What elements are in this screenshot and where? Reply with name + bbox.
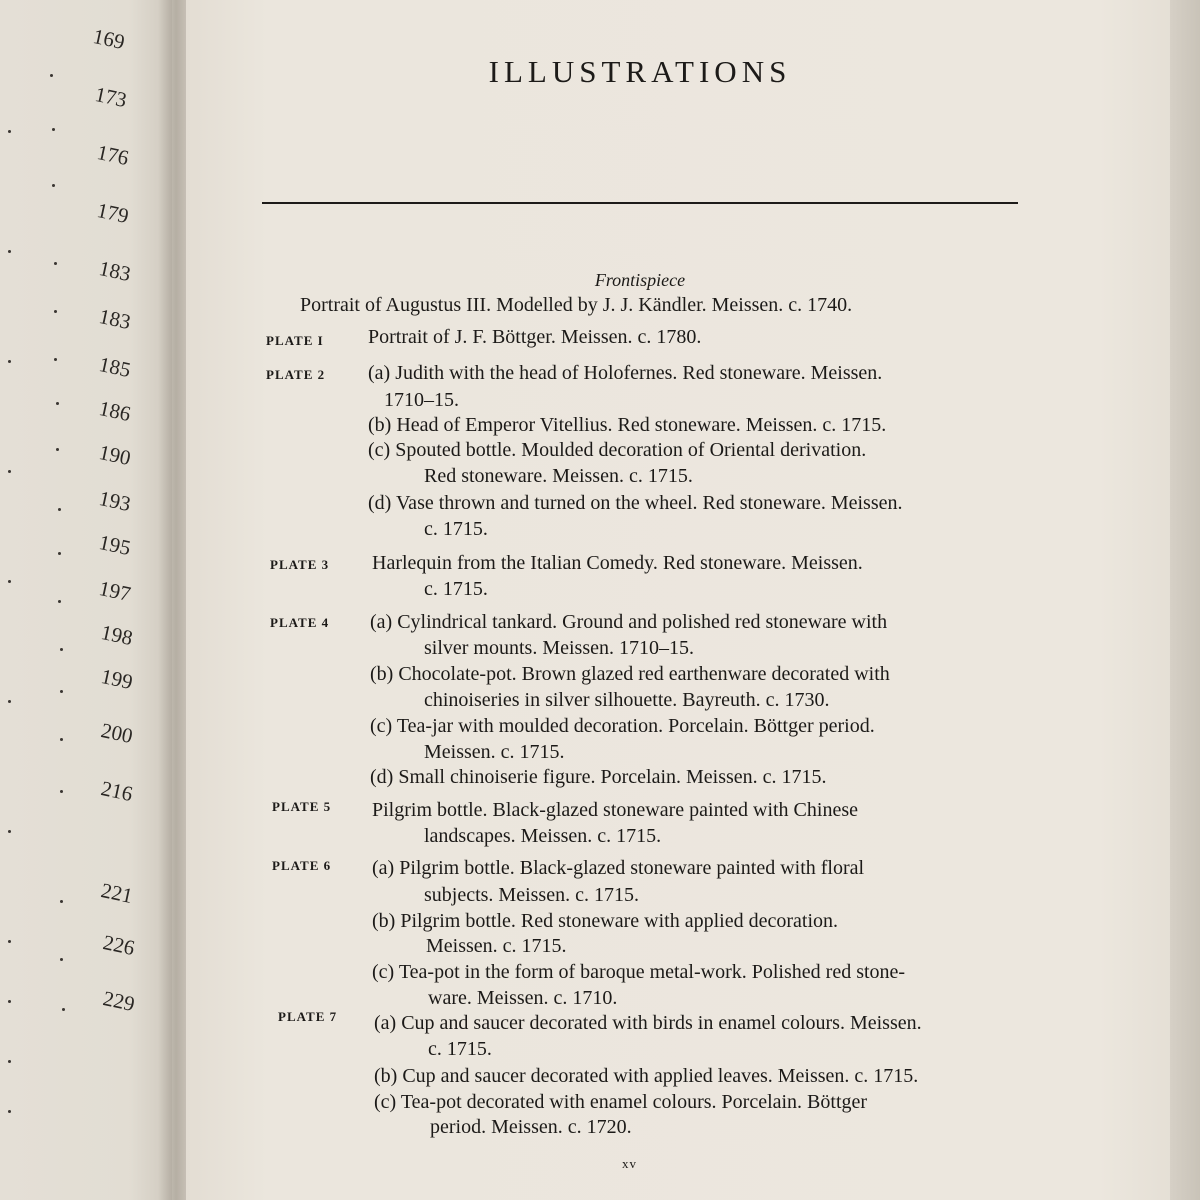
plate-caption-line: 1710–15.: [384, 389, 459, 411]
left-page-number: 179: [95, 198, 131, 229]
left-page-number: 186: [97, 396, 133, 427]
plate-caption-line: (d) Small chinoiserie figure. Porcelain. Meissen. c. 1715.: [370, 766, 827, 788]
left-page-number: 198: [99, 620, 135, 651]
plate-caption-line: silver mounts. Meissen. 1710–15.: [424, 637, 694, 659]
plate-caption-line: (b) Pilgrim bottle. Red stoneware with applied decoration.: [372, 910, 838, 932]
plate-caption-line: Meissen. c. 1715.: [426, 935, 567, 957]
plate-label: PLATE 6: [272, 858, 332, 873]
plate-caption-line: landscapes. Meissen. c. 1715.: [424, 825, 662, 847]
plate-caption-line: period. Meissen. c. 1720.: [430, 1116, 632, 1138]
plate-caption-line: (a) Pilgrim bottle. Black-glazed stoneware painted with floral: [372, 857, 865, 879]
left-page-number: 221: [99, 878, 135, 909]
left-page-number: 185: [97, 352, 133, 383]
plate-caption-line: (b) Cup and saucer decorated with applied leaves. Meissen. c. 1715.: [374, 1065, 919, 1087]
plate-caption-line: Red stoneware. Meissen. c. 1715.: [424, 465, 693, 487]
plate-caption-line: (a) Cylindrical tankard. Ground and polished red stoneware with: [370, 611, 888, 633]
plate-caption-line: Pilgrim bottle. Black-glazed stoneware painted with Chinese: [372, 799, 858, 821]
plate-caption-line: c. 1715.: [424, 518, 488, 540]
left-page-number: 197: [97, 576, 133, 607]
plate-caption-line: c. 1715.: [424, 578, 488, 600]
plate-caption-line: (b) Head of Emperor Vitellius. Red stoneware. Meissen. c. 1715.: [368, 414, 887, 436]
plate-caption-line: (c) Tea-jar with moulded decoration. Porcelain. Böttger period.: [370, 715, 875, 737]
frontispiece-caption: Portrait of Augustus III. Modelled by J. J. Kändler. Meissen. c. 1740.: [300, 294, 853, 316]
plate-label: PLATE 5: [272, 799, 332, 814]
plate-label: PLATE 7: [278, 1009, 338, 1024]
left-page-number: 199: [99, 664, 135, 695]
plate-caption-line: c. 1715.: [428, 1038, 492, 1060]
plate-caption-line: (c) Spouted bottle. Moulded decoration of Oriental derivation.: [368, 439, 867, 461]
plate-caption-line: (a) Cup and saucer decorated with birds in enamel colours. Meissen.: [374, 1012, 922, 1034]
plate-caption-line: Harlequin from the Italian Comedy. Red stoneware. Meissen.: [372, 552, 863, 574]
title-rule: [262, 202, 1018, 204]
left-page-number: 190: [97, 440, 133, 471]
plate-caption-line: (c) Tea-pot in the form of baroque metal-work. Polished red stone-: [372, 961, 906, 983]
left-page-number: 173: [93, 82, 129, 113]
left-page-number: 183: [97, 304, 133, 335]
plate-label: PLATE 2: [266, 367, 326, 382]
plate-caption-line: (a) Judith with the head of Holofernes. Red stoneware. Meissen.: [368, 362, 883, 384]
page-title: ILLUSTRATIONS: [488, 54, 792, 89]
left-page-number: 216: [99, 776, 135, 807]
plate-label: PLATE I: [266, 333, 324, 348]
frontispiece-label: Frontispiece: [594, 270, 686, 290]
plate-caption-line: ware. Meissen. c. 1710.: [428, 987, 618, 1009]
left-page-number: 195: [97, 530, 133, 561]
plate-caption-line: Meissen. c. 1715.: [424, 741, 565, 763]
plate-caption-line: (d) Vase thrown and turned on the wheel. Red stoneware. Meissen.: [368, 492, 903, 514]
plate-caption-line: (c) Tea-pot decorated with enamel colours. Porcelain. Böttger: [374, 1091, 868, 1113]
left-page-number: 200: [99, 718, 135, 749]
plate-label: PLATE 3: [270, 557, 330, 572]
left-page-number: 169: [91, 24, 127, 55]
left-page-number: 193: [97, 486, 133, 517]
plate-caption-line: Portrait of J. F. Böttger. Meissen. c. 1780.: [368, 326, 702, 348]
left-page-number: 229: [101, 986, 137, 1017]
left-page-number: 183: [97, 256, 133, 287]
plate-caption-line: subjects. Meissen. c. 1715.: [424, 884, 639, 906]
page-folio: xv: [622, 1156, 637, 1171]
left-page-number: 176: [95, 140, 131, 171]
left-page-number: 226: [101, 930, 137, 961]
plate-caption-line: (b) Chocolate-pot. Brown glazed red earthenware decorated with: [370, 663, 890, 685]
page-edge: [1170, 0, 1200, 1200]
left-facing-page: [0, 0, 172, 1200]
plate-label: PLATE 4: [270, 615, 330, 630]
plate-caption-line: chinoiseries in silver silhouette. Bayreuth. c. 1730.: [424, 689, 830, 711]
